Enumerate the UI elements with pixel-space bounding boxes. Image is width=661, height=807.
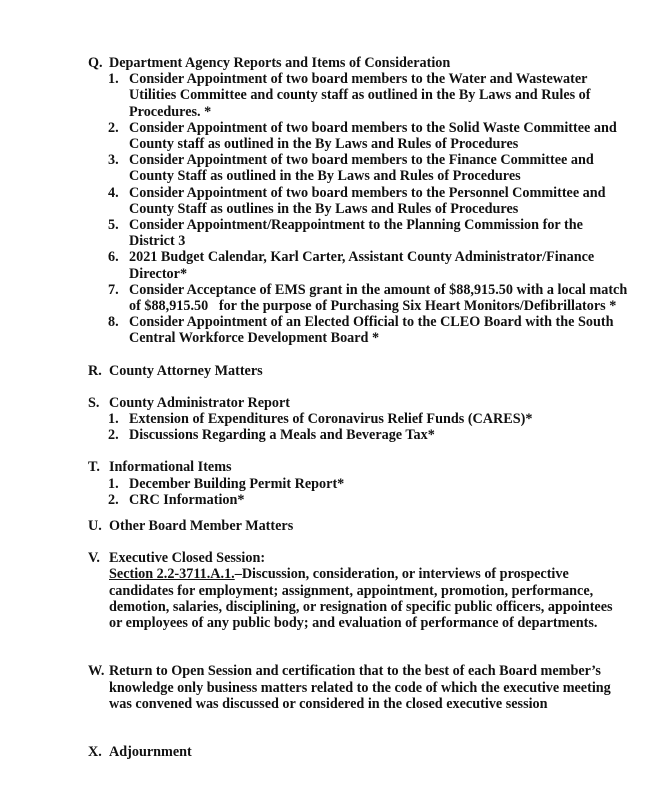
section-t xyxy=(88,459,628,508)
item-number: 1. xyxy=(108,475,119,492)
section-letter: T. xyxy=(88,459,100,476)
section-title: Other Board Member Matters xyxy=(109,518,294,535)
item-number: 8. xyxy=(108,314,119,331)
section-x xyxy=(88,744,628,760)
section-r xyxy=(88,363,628,379)
section-letter: Q. xyxy=(88,55,103,71)
item-text: Consider Appointment of two board members to the Solid Waste Committee and County staff as outlined in the By Laws and Rules of Procedures xyxy=(129,119,617,153)
closed-session-body: –Discussion, consideration, or interviews of prospective candidates for employment; assignment, appointment, promotion, performance, demotion, salaries, disciplining, or resignation of specific public officers, appointees or employees of any public body; and evaluation of performance of departments. xyxy=(109,566,613,632)
item-text: Consider Appointment of two board members to the Finance Committee and County Staff as outlined in the By Laws and Rules of Procedures xyxy=(129,152,594,185)
item-number: 1. xyxy=(108,411,119,428)
list-item xyxy=(88,411,628,427)
item-number: 1. xyxy=(108,71,119,88)
item-number: 2. xyxy=(108,119,119,136)
item-text: 2021 Budget Calendar, Karl Carter, Assistant County Administrator/Finance Director* xyxy=(129,249,595,282)
section-letter: V. xyxy=(88,550,100,567)
list-item xyxy=(88,476,628,492)
list-item xyxy=(88,427,628,443)
item-text: Discussions Regarding a Meals and Beverage Tax* xyxy=(129,427,435,444)
list-item xyxy=(88,217,628,249)
section-title: Informational Items xyxy=(109,459,232,476)
closed-session-description xyxy=(88,566,628,631)
list-item xyxy=(88,120,628,152)
item-number: 3. xyxy=(108,152,119,169)
item-text: Consider Appointment of an Elected Official to the CLEO Board with the South Central Workforce Development Board * xyxy=(129,314,614,347)
section-title: Adjournment xyxy=(109,743,192,760)
item-number: 5. xyxy=(108,217,119,234)
item-number: 4. xyxy=(108,184,119,201)
item-text: CRC Information* xyxy=(129,491,245,508)
section-title: Return to Open Session and certification that to the best of each Board member’s knowledge only business matters related to the code of which the executive meeting was convened was discussed or considered in the closed executive session xyxy=(109,663,611,712)
list-item xyxy=(88,152,628,184)
section-letter: R. xyxy=(88,362,102,379)
section-u xyxy=(88,518,628,534)
section-letter: X. xyxy=(88,743,102,760)
list-item xyxy=(88,71,628,120)
agenda-page xyxy=(88,55,631,760)
section-w xyxy=(88,663,628,712)
section-letter: W. xyxy=(88,663,105,680)
list-item xyxy=(88,185,628,217)
section-title: Department Agency Reports and Items of Consideration xyxy=(109,55,451,71)
section-title: County Administrator Report xyxy=(109,394,291,411)
list-item xyxy=(88,492,628,508)
item-number: 6. xyxy=(108,249,119,266)
item-text: Consider Appointment of two board members to the Personnel Committee and County Staff as outlines in the By Laws and Rules of Procedures xyxy=(129,184,606,217)
item-number: 2. xyxy=(108,491,119,508)
section-title: County Attorney Matters xyxy=(109,362,263,379)
item-text: Consider Appointment of two board members to the Water and Wastewater Utilities Committee and county staff as outlined in the By Laws and Rules of Procedures. * xyxy=(129,71,591,120)
section-letter: S. xyxy=(88,394,100,411)
list-item xyxy=(88,314,628,346)
list-item xyxy=(88,281,631,315)
section-s xyxy=(88,395,628,444)
item-text: December Building Permit Report* xyxy=(129,475,345,492)
item-text: Consider Acceptance of EMS grant in the amount of $88,915.50 with a local match of $88,915.50 for the purpose of Purchasing Six Heart Monitors/Defibrillators * xyxy=(129,281,631,315)
item-list xyxy=(88,411,628,443)
item-text: Consider Appointment/Reappointment to the Planning Commission for the District 3 xyxy=(129,217,583,250)
item-number: 7. xyxy=(108,281,119,298)
item-number: 2. xyxy=(108,427,119,444)
item-text: Extension of Expenditures of Coronavirus Relief Funds (CARES)* xyxy=(129,411,533,428)
item-list xyxy=(88,71,631,347)
list-item xyxy=(88,249,628,281)
section-letter: U. xyxy=(88,518,102,535)
section-v xyxy=(88,550,628,631)
section-q xyxy=(88,55,631,347)
item-list xyxy=(88,476,628,508)
code-section-reference: Section 2.2-3711.A.1. xyxy=(109,566,235,583)
section-title: Executive Closed Session: xyxy=(109,550,266,567)
